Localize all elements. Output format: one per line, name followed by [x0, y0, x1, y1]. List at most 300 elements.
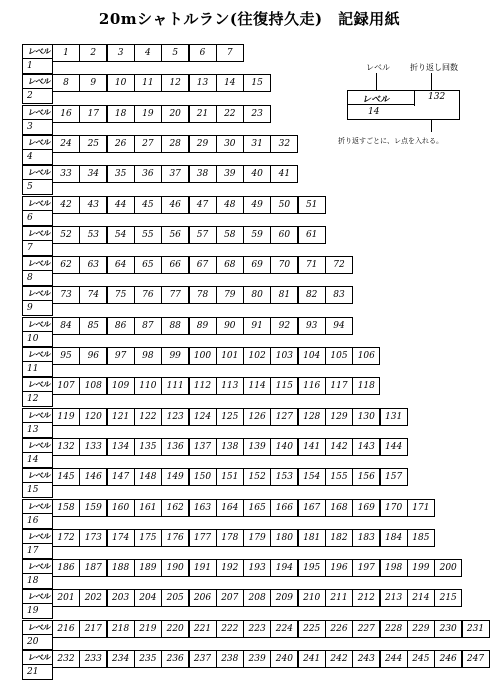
count-cell[interactable]: 109: [107, 377, 135, 395]
legend-level-pointer: [376, 73, 377, 90]
count-cell[interactable]: 42: [52, 196, 80, 214]
count-cell[interactable]: 123: [161, 408, 189, 426]
count-cell[interactable]: 23: [243, 105, 271, 123]
legend-level-caption: レベル: [366, 63, 390, 72]
count-cell[interactable]: 131: [380, 408, 408, 426]
count-cell[interactable]: 12: [161, 74, 189, 92]
count-cell[interactable]: 98: [134, 347, 162, 365]
count-cell[interactable]: 173: [79, 529, 107, 547]
count-cell[interactable]: 211: [325, 589, 353, 607]
count-cell[interactable]: 183: [352, 529, 380, 547]
level-word: レベル: [27, 562, 50, 572]
count-cell[interactable]: 39: [216, 165, 244, 183]
level-word: レベル: [27, 47, 50, 56]
page-title: 20mシャトルラン(往復持久走) 記録用紙: [98, 10, 401, 28]
count-cell[interactable]: 189: [134, 559, 162, 577]
count-cell[interactable]: 27: [134, 135, 162, 153]
count-cell[interactable]: 52: [52, 226, 80, 244]
legend-note-pointer: [431, 120, 432, 132]
level-number: 2: [27, 91, 33, 102]
count-cell[interactable]: 2: [79, 44, 107, 62]
count-cell[interactable]: 234: [107, 650, 135, 668]
count-cell[interactable]: 197: [352, 559, 380, 577]
level-label-divider: [23, 634, 52, 635]
count-cell[interactable]: 169: [352, 499, 380, 517]
level-label-divider: [23, 422, 52, 423]
count-cell[interactable]: 55: [134, 226, 162, 244]
level-number: 11: [27, 364, 39, 374]
count-cell[interactable]: 199: [407, 559, 435, 577]
count-cell[interactable]: 246: [434, 650, 462, 668]
level-word: レベル: [27, 168, 50, 178]
count-cell[interactable]: 54: [107, 226, 135, 244]
count-cell[interactable]: 132: [52, 438, 80, 456]
count-cell[interactable]: 92: [270, 317, 298, 335]
count-cell[interactable]: 139: [243, 438, 271, 456]
level-number: 12: [27, 394, 39, 405]
level-label-divider: [23, 240, 52, 241]
count-cell[interactable]: 236: [161, 650, 189, 668]
count-cell[interactable]: 182: [325, 529, 353, 547]
count-cell[interactable]: 72: [325, 256, 353, 274]
count-cell[interactable]: 180: [270, 529, 298, 547]
count-cell[interactable]: 83: [325, 286, 353, 304]
count-cell[interactable]: 85: [79, 317, 107, 335]
level-label-divider: [23, 452, 52, 453]
count-cell[interactable]: 73: [52, 286, 80, 304]
count-cell[interactable]: 174: [107, 529, 135, 547]
level-number: 18: [27, 576, 39, 587]
count-cell[interactable]: 126: [243, 408, 271, 426]
level-label-cell: [22, 196, 53, 226]
count-cell[interactable]: 69: [243, 256, 271, 274]
count-cell[interactable]: 206: [189, 589, 217, 607]
level-number: 8: [27, 273, 33, 284]
count-cell[interactable]: 35: [107, 165, 135, 183]
count-cell[interactable]: 185: [407, 529, 435, 547]
count-cell[interactable]: 204: [134, 589, 162, 607]
count-cell[interactable]: 134: [107, 438, 135, 456]
level-word: レベル: [27, 440, 50, 450]
count-cell[interactable]: 65: [134, 256, 162, 274]
count-cell[interactable]: 64: [107, 256, 135, 274]
count-cell[interactable]: 86: [107, 317, 135, 335]
count-cell[interactable]: 230: [434, 620, 462, 638]
count-cell[interactable]: 147: [107, 468, 135, 486]
count-cell[interactable]: 233: [79, 650, 107, 668]
legend-box-level-label: レベル: [362, 95, 390, 105]
count-cell[interactable]: 66: [161, 256, 189, 274]
level-label-divider: [23, 119, 52, 120]
count-cell[interactable]: 175: [134, 529, 162, 547]
count-cell[interactable]: 163: [189, 499, 217, 517]
count-cell[interactable]: 106: [352, 347, 380, 365]
count-cell[interactable]: 18: [107, 105, 135, 123]
level-word: レベル: [27, 77, 50, 87]
count-cell[interactable]: 239: [243, 650, 271, 668]
count-cell[interactable]: 216: [52, 620, 80, 638]
level-word: レベル: [27, 531, 50, 541]
count-cell[interactable]: 36: [134, 165, 162, 183]
count-cell[interactable]: 238: [216, 650, 244, 668]
count-cell[interactable]: 223: [243, 620, 271, 638]
count-cell[interactable]: 30: [216, 135, 244, 153]
count-cell[interactable]: 22: [216, 105, 244, 123]
count-cell[interactable]: 19: [134, 105, 162, 123]
level-word: レベル: [27, 137, 50, 147]
count-cell[interactable]: 210: [298, 589, 326, 607]
count-cell[interactable]: 38: [189, 165, 217, 183]
level-label-cell: [22, 377, 53, 407]
count-cell[interactable]: 41: [270, 165, 298, 183]
count-cell[interactable]: 46: [161, 196, 189, 214]
count-cell[interactable]: 122: [134, 408, 162, 426]
count-cell[interactable]: 100: [189, 347, 217, 365]
count-cell[interactable]: 240: [270, 650, 298, 668]
level-label-divider: [23, 58, 52, 59]
level-number: 17: [27, 545, 39, 556]
count-cell[interactable]: 99: [161, 347, 189, 365]
count-cell[interactable]: 186: [52, 559, 80, 577]
count-cell[interactable]: 89: [189, 317, 217, 335]
count-cell[interactable]: 45: [134, 196, 162, 214]
count-cell[interactable]: 137: [189, 438, 217, 456]
count-cell[interactable]: 158: [52, 499, 80, 517]
count-cell[interactable]: 118: [352, 377, 380, 395]
level-number: 9: [27, 303, 33, 314]
count-cell[interactable]: 244: [380, 650, 408, 668]
count-cell[interactable]: 43: [79, 196, 107, 214]
count-cell[interactable]: 58: [216, 226, 244, 244]
level-label-cell: [22, 559, 53, 589]
count-cell[interactable]: 75: [107, 286, 135, 304]
count-cell[interactable]: 127: [270, 408, 298, 426]
count-cell[interactable]: 150: [189, 468, 217, 486]
count-cell[interactable]: 29: [189, 135, 217, 153]
count-cell[interactable]: 124: [189, 408, 217, 426]
count-cell[interactable]: 7: [216, 44, 244, 62]
count-cell[interactable]: 78: [189, 286, 217, 304]
count-cell[interactable]: 1: [52, 44, 80, 62]
count-cell[interactable]: 71: [298, 256, 326, 274]
count-cell[interactable]: 209: [270, 589, 298, 607]
count-cell[interactable]: 101: [216, 347, 244, 365]
level-label-cell: [22, 317, 53, 347]
level-label-cell: [22, 589, 53, 619]
count-cell[interactable]: 13: [189, 74, 217, 92]
count-cell[interactable]: 47: [189, 196, 217, 214]
count-cell[interactable]: 3: [107, 44, 135, 62]
count-cell[interactable]: 77: [161, 286, 189, 304]
count-cell[interactable]: 24: [52, 135, 80, 153]
count-cell[interactable]: 103: [270, 347, 298, 365]
count-cell[interactable]: 17: [79, 105, 107, 123]
count-cell[interactable]: 154: [298, 468, 326, 486]
count-cell[interactable]: 222: [216, 620, 244, 638]
count-cell[interactable]: 79: [216, 286, 244, 304]
count-cell[interactable]: 16: [52, 105, 80, 123]
count-cell[interactable]: 148: [134, 468, 162, 486]
count-cell[interactable]: 4: [134, 44, 162, 62]
count-cell[interactable]: 70: [270, 256, 298, 274]
count-cell[interactable]: 200: [434, 559, 462, 577]
count-cell[interactable]: 243: [352, 650, 380, 668]
count-cell[interactable]: 215: [434, 589, 462, 607]
count-cell[interactable]: 44: [107, 196, 135, 214]
level-label-cell: [22, 286, 53, 316]
count-cell[interactable]: 140: [270, 438, 298, 456]
count-cell[interactable]: 179: [243, 529, 271, 547]
count-cell[interactable]: 21: [189, 105, 217, 123]
count-cell[interactable]: 63: [79, 256, 107, 274]
count-cell[interactable]: 141: [298, 438, 326, 456]
count-cell[interactable]: 138: [216, 438, 244, 456]
count-cell[interactable]: 8: [52, 74, 80, 92]
count-cell[interactable]: 153: [270, 468, 298, 486]
count-cell[interactable]: 49: [243, 196, 271, 214]
count-cell[interactable]: 156: [352, 468, 380, 486]
count-cell[interactable]: 159: [79, 499, 107, 517]
legend-count-caption: 折り返し回数: [410, 63, 458, 72]
count-cell[interactable]: 105: [325, 347, 353, 365]
level-number: 19: [27, 606, 39, 617]
level-word: レベル: [27, 319, 50, 329]
count-cell[interactable]: 59: [243, 226, 271, 244]
count-cell[interactable]: 218: [107, 620, 135, 638]
count-cell[interactable]: 213: [380, 589, 408, 607]
count-cell[interactable]: 133: [79, 438, 107, 456]
count-cell[interactable]: 57: [189, 226, 217, 244]
count-cell[interactable]: 151: [216, 468, 244, 486]
count-cell[interactable]: 20: [161, 105, 189, 123]
count-cell[interactable]: 96: [79, 347, 107, 365]
count-cell[interactable]: 120: [79, 408, 107, 426]
count-cell[interactable]: 144: [380, 438, 408, 456]
level-label-cell: [22, 74, 53, 104]
count-cell[interactable]: 56: [161, 226, 189, 244]
count-cell[interactable]: 187: [79, 559, 107, 577]
count-cell[interactable]: 190: [161, 559, 189, 577]
count-cell[interactable]: 112: [189, 377, 217, 395]
count-cell[interactable]: 110: [134, 377, 162, 395]
count-cell[interactable]: 145: [52, 468, 80, 486]
level-label-cell: [22, 620, 53, 650]
count-cell[interactable]: 205: [161, 589, 189, 607]
count-cell[interactable]: 90: [216, 317, 244, 335]
count-cell[interactable]: 177: [189, 529, 217, 547]
legend-separator: [414, 91, 415, 106]
count-cell[interactable]: 76: [134, 286, 162, 304]
count-cell[interactable]: 228: [380, 620, 408, 638]
count-cell[interactable]: 227: [352, 620, 380, 638]
level-word: レベル: [27, 228, 50, 238]
count-cell[interactable]: 235: [134, 650, 162, 668]
count-cell[interactable]: 26: [107, 135, 135, 153]
count-cell[interactable]: 74: [79, 286, 107, 304]
count-cell[interactable]: 247: [462, 650, 490, 668]
level-word: レベル: [27, 592, 50, 602]
count-cell[interactable]: 117: [325, 377, 353, 395]
count-cell[interactable]: 32: [270, 135, 298, 153]
count-cell[interactable]: 119: [52, 408, 80, 426]
count-cell[interactable]: 226: [325, 620, 353, 638]
count-cell[interactable]: 107: [52, 377, 80, 395]
count-cell[interactable]: 224: [270, 620, 298, 638]
level-label-cell: [22, 499, 53, 529]
count-cell[interactable]: 114: [243, 377, 271, 395]
count-cell[interactable]: 143: [352, 438, 380, 456]
count-cell[interactable]: 157: [380, 468, 408, 486]
count-cell[interactable]: 162: [161, 499, 189, 517]
count-cell[interactable]: 161: [134, 499, 162, 517]
count-cell[interactable]: 168: [325, 499, 353, 517]
count-cell[interactable]: 184: [380, 529, 408, 547]
level-word: レベル: [27, 198, 50, 208]
count-cell[interactable]: 80: [243, 286, 271, 304]
count-cell[interactable]: 165: [243, 499, 271, 517]
count-cell[interactable]: 149: [161, 468, 189, 486]
count-cell[interactable]: 6: [189, 44, 217, 62]
level-number: 5: [27, 182, 33, 193]
count-cell[interactable]: 167: [298, 499, 326, 517]
count-cell[interactable]: 61: [298, 226, 326, 244]
count-cell[interactable]: 25: [79, 135, 107, 153]
level-number: 15: [27, 485, 39, 496]
level-label-divider: [23, 88, 52, 89]
count-cell[interactable]: 135: [134, 438, 162, 456]
count-cell[interactable]: 220: [161, 620, 189, 638]
count-cell[interactable]: 194: [270, 559, 298, 577]
legend-example-level: 14: [368, 107, 380, 117]
count-cell[interactable]: 203: [107, 589, 135, 607]
count-cell[interactable]: 241: [298, 650, 326, 668]
count-cell[interactable]: 191: [189, 559, 217, 577]
count-cell[interactable]: 171: [407, 499, 435, 517]
count-cell[interactable]: 201: [52, 589, 80, 607]
count-cell[interactable]: 68: [216, 256, 244, 274]
level-number: 6: [27, 212, 33, 223]
count-cell[interactable]: 113: [216, 377, 244, 395]
count-cell[interactable]: 232: [52, 650, 80, 668]
count-cell[interactable]: 231: [462, 620, 490, 638]
count-cell[interactable]: 50: [270, 196, 298, 214]
count-cell[interactable]: 172: [52, 529, 80, 547]
count-cell[interactable]: 166: [270, 499, 298, 517]
count-cell[interactable]: 188: [107, 559, 135, 577]
count-cell[interactable]: 192: [216, 559, 244, 577]
count-cell[interactable]: 87: [134, 317, 162, 335]
count-cell[interactable]: 51: [298, 196, 326, 214]
level-word: レベル: [27, 622, 50, 632]
count-cell[interactable]: 196: [325, 559, 353, 577]
count-cell[interactable]: 67: [189, 256, 217, 274]
count-cell[interactable]: 219: [134, 620, 162, 638]
count-cell[interactable]: 95: [52, 347, 80, 365]
count-cell[interactable]: 84: [52, 317, 80, 335]
count-cell[interactable]: 91: [243, 317, 271, 335]
count-cell[interactable]: 136: [161, 438, 189, 456]
count-cell[interactable]: 142: [325, 438, 353, 456]
count-cell[interactable]: 102: [243, 347, 271, 365]
count-cell[interactable]: 37: [161, 165, 189, 183]
count-cell[interactable]: 48: [216, 196, 244, 214]
count-cell[interactable]: 62: [52, 256, 80, 274]
count-cell[interactable]: 164: [216, 499, 244, 517]
count-cell[interactable]: 225: [298, 620, 326, 638]
count-cell[interactable]: 207: [216, 589, 244, 607]
count-cell[interactable]: 198: [380, 559, 408, 577]
count-cell[interactable]: 121: [107, 408, 135, 426]
count-cell[interactable]: 81: [270, 286, 298, 304]
level-label-divider: [23, 391, 52, 392]
count-cell[interactable]: 93: [298, 317, 326, 335]
count-cell[interactable]: 94: [325, 317, 353, 335]
count-cell[interactable]: 88: [161, 317, 189, 335]
count-cell[interactable]: 193: [243, 559, 271, 577]
count-cell[interactable]: 208: [243, 589, 271, 607]
count-cell[interactable]: 40: [243, 165, 271, 183]
level-label-cell: [22, 165, 53, 195]
count-cell[interactable]: 221: [189, 620, 217, 638]
count-cell[interactable]: 237: [189, 650, 217, 668]
count-cell[interactable]: 146: [79, 468, 107, 486]
count-cell[interactable]: 155: [325, 468, 353, 486]
count-cell[interactable]: 33: [52, 165, 80, 183]
level-number: 1: [27, 61, 33, 71]
count-cell[interactable]: 195: [298, 559, 326, 577]
count-cell[interactable]: 212: [352, 589, 380, 607]
count-cell[interactable]: 125: [216, 408, 244, 426]
count-cell[interactable]: 181: [298, 529, 326, 547]
count-cell[interactable]: 31: [243, 135, 271, 153]
count-cell[interactable]: 129: [325, 408, 353, 426]
count-cell[interactable]: 242: [325, 650, 353, 668]
count-cell[interactable]: 60: [270, 226, 298, 244]
count-cell[interactable]: 34: [79, 165, 107, 183]
count-cell[interactable]: 14: [216, 74, 244, 92]
count-cell[interactable]: 170: [380, 499, 408, 517]
level-number: 7: [27, 242, 33, 253]
count-cell[interactable]: 214: [407, 589, 435, 607]
count-cell[interactable]: 160: [107, 499, 135, 517]
count-cell[interactable]: 202: [79, 589, 107, 607]
count-cell[interactable]: 245: [407, 650, 435, 668]
count-cell[interactable]: 5: [161, 44, 189, 62]
count-cell[interactable]: 10: [107, 74, 135, 92]
count-cell[interactable]: 130: [352, 408, 380, 426]
count-cell[interactable]: 11: [134, 74, 162, 92]
count-cell[interactable]: 128: [298, 408, 326, 426]
count-cell[interactable]: 15: [243, 74, 271, 92]
count-cell[interactable]: 116: [298, 377, 326, 395]
count-cell[interactable]: 152: [243, 468, 271, 486]
level-label-cell: [22, 105, 53, 135]
count-cell[interactable]: 97: [107, 347, 135, 365]
count-cell[interactable]: 9: [79, 74, 107, 92]
level-number: 20: [27, 636, 39, 647]
count-cell[interactable]: 28: [161, 135, 189, 153]
count-cell[interactable]: 115: [270, 377, 298, 395]
count-cell[interactable]: 178: [216, 529, 244, 547]
count-cell[interactable]: 82: [298, 286, 326, 304]
count-cell[interactable]: 176: [161, 529, 189, 547]
count-cell[interactable]: 111: [161, 377, 189, 395]
count-cell[interactable]: 217: [79, 620, 107, 638]
count-cell[interactable]: 104: [298, 347, 326, 365]
count-cell[interactable]: 229: [407, 620, 435, 638]
count-cell[interactable]: 53: [79, 226, 107, 244]
count-cell[interactable]: 108: [79, 377, 107, 395]
